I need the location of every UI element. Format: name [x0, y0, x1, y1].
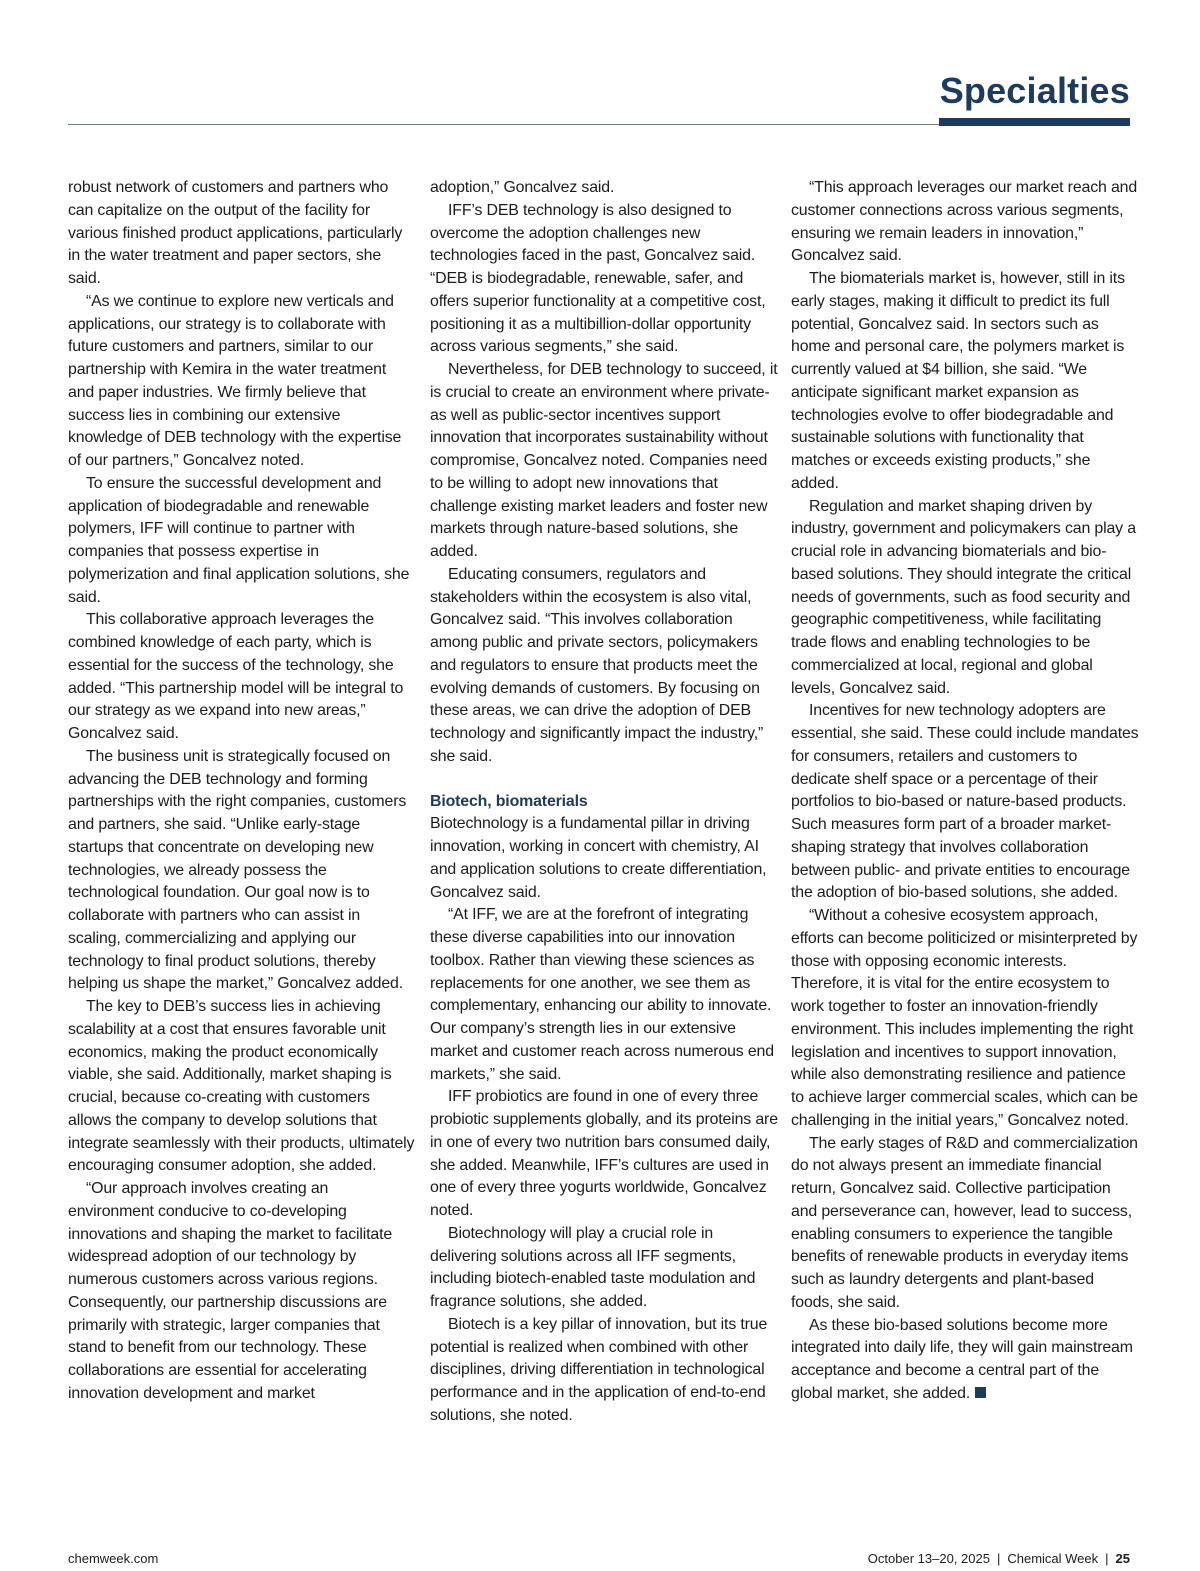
paragraph: “As we continue to explore new verticals and applications, our strategy is to collaborate with future customers and partners, similar to our partnership with Kemira in the water treatment and paper industries. We firmly believe that success lies in combining our extensive knowledge of DEB technology with the expertise of our partners,” Goncalvez noted.: [68, 292, 402, 469]
footer-publication: Chemical Week: [1007, 1551, 1099, 1566]
paragraph: adoption,” Goncalvez said.: [430, 179, 615, 196]
article-column-2: [430, 177, 778, 1428]
end-of-article-icon: [975, 1387, 986, 1398]
paragraph: “Our approach involves creating an environment conducive to co-developing innovations and shaping the market to facilitate widespread adoption of our technology by numerous customers across various regions. Consequently, our partnership discussions are primarily with strategic, larger companies that stand to benefit from our technology. These collaborations are essential for accelerating innovation development and market: [68, 1180, 393, 1402]
paragraph: The business unit is strategically focused on advancing the DEB technology and forming partnerships with the right companies, customers and partners, she said. “Unlike early-stage startups that concentrate on developing new technologies, we already possess the technological foundation. Our goal now is to collaborate with partners who can assist in scaling, commercializing and applying our technology to final product solutions, thereby helping us shape the market,” Goncalvez added.: [68, 747, 407, 993]
paragraph: “At IFF, we are at the forefront of integrating these diverse capabilities into our innovation toolbox. Rather than viewing these sciences as replacements for one another, we see them as complementary, enhancing our ability to innovate. Our company’s strength lies in our extensive market and customer reach across numerous end markets,” she said.: [430, 906, 774, 1083]
paragraph: The early stages of R&D and commercialization do not always present an immediate financial return, Goncalvez said. Collective participation and perseverance can, however, lead to success, enabling consumers to experience the tangible benefits of renewable products in everyday items such as laundry detergents and plant-based foods, she said.: [791, 1134, 1138, 1311]
paragraph: Biotech is a key pillar of innovation, but its true potential is realized when combined with other disciplines, driving differentiation in technological performance and in the application of end-to-end solutions, she noted.: [430, 1315, 768, 1424]
paragraph: robust network of customers and partners who can capitalize on the output of the facility for various finished product applications, particularly in the water treatment and paper sectors, she said.: [68, 179, 403, 287]
subheading: Biotech, biomaterials: [430, 792, 588, 810]
paragraph: “This approach leverages our market reach and customer connections across various segments, ensuring we remain leaders in innovation,” Goncalvez said.: [791, 179, 1138, 265]
paragraph: “Without a cohesive ecosystem approach, efforts can become politicized or misinterpreted by those with opposing economic interests. Therefore, it is vital for the entire ecosystem to work together to foster an innovation-friendly environment. This includes implementing the right legislation and incentives to support innovation, while also demonstrating resilience and patience to achieve larger commercial scales, which can be challenging in the initial years,” Goncalvez noted.: [791, 907, 1138, 1129]
page-number: 25: [1115, 1551, 1130, 1566]
paragraph: To ensure the successful development and application of biodegradable and renewable polymers, IFF will continue to partner with companies that possess expertise in polymerization and final application solutions, she said.: [68, 474, 410, 606]
article-column-3: [791, 177, 1139, 1406]
paragraph: IFF probiotics are found in one of every three probiotic supplements globally, and its proteins are in one of every two nutrition bars consumed daily, she added. Meanwhile, IFF’s cultures are used in one of every three yogurts worldwide, Goncalvez noted.: [430, 1088, 778, 1219]
footer-separator: |: [996, 1551, 1001, 1566]
paragraph: Regulation and market shaping driven by industry, government and policymakers can play a crucial role in advancing biomaterials and bio-based solutions. They should integrate the critical needs of governments, such as food security and geographic competitiveness, while facilitating trade flows and enabling technologies to be commercialized at local, regional and global levels, Goncalvez said.: [791, 497, 1136, 697]
paragraph: Educating consumers, regulators and stakeholders within the ecosystem is also vital, Goncalvez said. “This involves collaboration among public and private sectors, policymakers and regulators to ensure that products meet the evolving demands of customers. By focusing on these areas, we can drive the adoption of DEB technology and significantly impact the industry,” she said.: [430, 565, 764, 765]
article-column-1: [68, 177, 416, 1406]
paragraph: Biotechnology is a fundamental pillar in driving innovation, working in concert with chemistry, AI and application solutions to create differentiation, Goncalvez said.: [430, 815, 767, 901]
footer-website: chemweek.com: [68, 1551, 159, 1566]
footer-date: October 13–20, 2025: [867, 1551, 990, 1566]
paragraph: Incentives for new technology adopters are essential, she said. These could include mandates for consumers, retailers and customers to dedicate shelf space or a percentage of their portfolios to bio-based or nature-based products. Such measures form part of a broader market-shaping strategy that involves collaboration between public- and private entities to encourage the adoption of bio-based solutions, she added.: [791, 702, 1139, 902]
paragraph: Nevertheless, for DEB technology to succeed, it is crucial to create an environment where private- as well as public-sector incentives support innovation that incorporates sustainability without compromise, Goncalvez noted. Companies need to be willing to adopt new innovations that challenge existing market leaders and foster new markets through nature-based solutions, she added.: [430, 361, 778, 560]
footer-separator: |: [1105, 1551, 1109, 1566]
paragraph-text: As these bio-based solutions become more integrated into daily life, they will gain mainstream acceptance and become a central part of the global market, she added.: [791, 1316, 1133, 1402]
paragraph: This collaborative approach leverages the combined knowledge of each party, which is essential for the success of the technology, she added. “This partnership model will be integral to our strategy as we expand into new areas,” Goncalvez said.: [68, 611, 404, 742]
paragraph: The biomaterials market is, however, still in its early stages, making it difficult to predict its full potential, Goncalvez said. In sectors such as home and personal care, the polymers market is currently valued at $4 billion, she said. “We anticipate significant market expansion as technologies evolve to offer biodegradable and sustainable solutions with functionality that matches or exceeds existing products,” she added.: [791, 270, 1125, 492]
section-title: Specialties: [939, 70, 1130, 111]
last-paragraph: [791, 1315, 1139, 1406]
paragraph: Biotechnology will play a crucial role in delivering solutions across all IFF segments, including biotech-enabled taste modulation and fragrance solutions, she added.: [430, 1224, 756, 1310]
paragraph: The key to DEB’s success lies in achieving scalability at a cost that ensures favorable unit economics, making the product economically viable, she said. Additionally, market shaping is crucial, because co-creating with customers allows the company to develop solutions that integrate seamlessly with their products, ultimately encouraging consumer adoption, she added.: [68, 998, 415, 1175]
footer-info: [868, 1551, 1130, 1566]
paragraph: IFF’s DEB technology is also designed to overcome the adoption challenges new technologies faced in the past, Goncalvez said. “DEB is biodegradable, renewable, safer, and offers superior functionality at a competitive cost, positioning it as a multibillion-dollar opportunity across various segments,” she said.: [430, 201, 766, 356]
header-rule-accent: [939, 118, 1130, 126]
